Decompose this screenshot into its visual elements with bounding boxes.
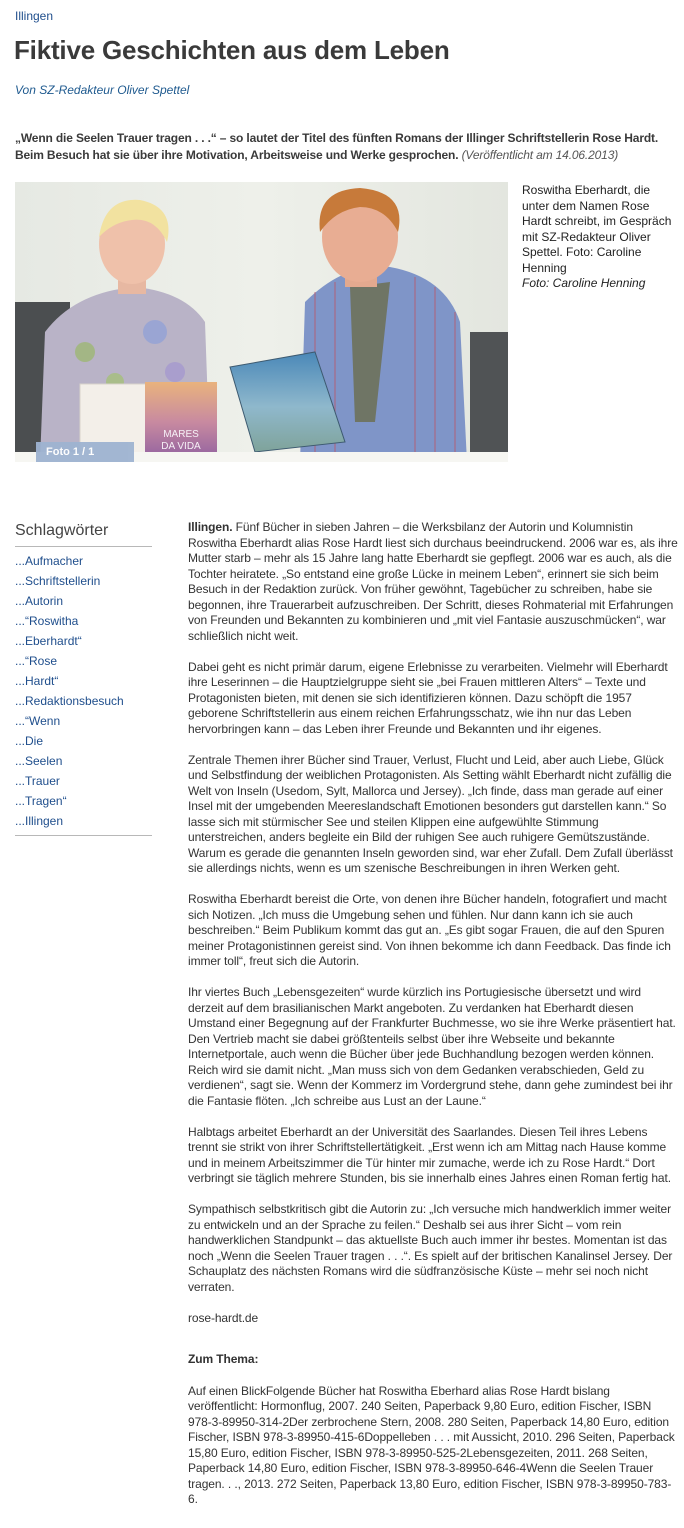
lead-text: „Wenn die Seelen Trauer tragen . . .“ – so lautet der Titel des fünften Romans der Illinger Schriftstellerin Rose Hardt. Beim Besuch hat sie über ihre Motivation, Arbeitsweise und Werke gesprochen.: [15, 131, 659, 162]
article-paragraph: Halbtags arbeitet Eberhardt an der Universität des Saarlandes. Diesen Teil ihres Lebens trennt sie strikt von ihrer Schriftstellertätigkeit. „Erst wenn ich am Mittag nach Hause komme und in meinem Arbeitszimmer die Tür hinter mir zumache, werde ich zu Rose Hardt.“ Dort verbringt sie täglich mehrere Stunden, bis sie innerhalb eines Jahres einen Roman fertig hat.: [188, 1124, 671, 1185]
tag-item: [15, 631, 152, 651]
svg-text:DA VIDA: DA VIDA: [161, 441, 201, 452]
photo-counter[interactable]: Foto 1 / 1: [36, 442, 134, 462]
dateline: Illingen.: [188, 520, 233, 534]
article-lead: [15, 130, 675, 164]
tags-list: [15, 547, 152, 836]
published-date: (Veröffentlicht am 14.06.2013): [461, 148, 619, 162]
tag-link[interactable]: ...“Wenn: [15, 714, 61, 728]
tag-item: [15, 771, 152, 791]
tag-link[interactable]: ...Trauer: [15, 774, 60, 788]
tag-item: [15, 651, 152, 671]
paragraph-text: Fünf Bücher in sieben Jahren – die Werksbilanz der Autorin und Kolumnistin Roswitha Eberhardt alias Rose Hardt liest sich durchaus beeindruckend. 2006 war es, als ihre Mutter starb – mehr als 15 Jahre lang hatte Eberhardt sie gepflegt. 2006 war es auch, als die Tochter heiratete. „So entstand eine große Lücke in meinem Leben“, erinnert sie sich beim Besuch in der Redaktion zurück. Von früher gewöhnt, Tagebücher zu schreiben, habe sie begonnen, ihre Trauerarbeit aufzuschreiben. Der Schritt, dieses Rohmaterial mit Erfahrungen von Freunden und Bekannten zu kombinieren und „mit viel Fantasie auszuschmücken“, war schließlich nicht weit.: [188, 520, 678, 643]
article-body: [188, 520, 678, 1523]
tag-link[interactable]: ...“Roswitha: [15, 614, 79, 628]
tag-link[interactable]: ...Autorin: [15, 594, 64, 608]
tag-item: [15, 711, 152, 731]
book-mares-title: MARES: [163, 429, 199, 440]
chair-right: [470, 332, 508, 462]
tag-link[interactable]: ...Redaktionsbesuch: [15, 694, 124, 708]
photo-image: [15, 182, 508, 462]
article-paragraph: [188, 520, 678, 644]
tag-link[interactable]: ...“Rose: [15, 654, 58, 668]
tag-link[interactable]: ...Hardt“: [15, 674, 59, 688]
tag-item: [15, 691, 152, 711]
article-photo[interactable]: [15, 182, 508, 462]
tag-item: [15, 591, 152, 611]
tag-item: [15, 611, 152, 631]
photo-caption: [522, 183, 672, 292]
article-headline: Fiktive Geschichten aus dem Leben: [14, 35, 450, 65]
tag-link[interactable]: ...Schriftstellerin: [15, 574, 101, 588]
tag-item: [15, 551, 152, 571]
article-paragraph: Ihr viertes Buch „Lebensgezeiten“ wurde kürzlich ins Portugiesische übersetzt und wird derzeit auf dem brasilianischen Markt angeboten. Zu verdanken hat Eberhardt diesen Umstand einer Begegnung auf der Frankfurter Buchmesse, wo sie ihre Werke präsentiert hat. Den Vertrieb macht sie dabei größtenteils selbst über ihre Webseite und bekannte Internetportale, auch wenn die Bücher über jede Buchhandlung bezogen werden können. Reich wird sie damit nicht. „Man muss sich von dem Gedanken verabschieden, Geld zu verdienen“, sagt sie. Wenn der Kommerz im Vordergrund stehe, dann gehe zumindest bei ihr die Fantasie flöten. „Ich schreibe aus Lust an der Laune.“: [188, 985, 676, 1108]
tag-item: [15, 811, 152, 831]
author-byline: Von SZ-Redakteur Oliver Spettel: [15, 83, 190, 97]
tag-link[interactable]: ...Tragen“: [15, 794, 67, 808]
region-link[interactable]: Illingen: [15, 9, 54, 23]
tag-link[interactable]: ...Seelen: [15, 754, 63, 768]
tag-item: [15, 671, 152, 691]
tag-link[interactable]: ...Illingen: [15, 814, 64, 828]
photo-credit: Foto: Caroline Henning: [522, 276, 646, 290]
tag-item: [15, 751, 152, 771]
article-paragraph: Sympathisch selbstkritisch gibt die Autorin zu: „Ich versuche mich handwerklich immer weiter zu entwickeln und an der Sprache zu feilen.“ Deshalb sei aus ihrer Sicht – vom rein handwerklichen Standpunkt – das aktuellste Buch auch immer ihr bestes. Momentan ist das noch „Wenn die Seelen Trauer tragen . . .“. Es spielt auf der britischen Kanalinsel Jersey. Der Schauplatz des nächsten Romans wird die südfranzösische Küste – mehr sei noch nicht verraten.: [188, 1202, 673, 1294]
tags-sidebar: [15, 520, 152, 836]
tag-item: [15, 731, 152, 751]
tags-heading: Schlagwörter: [15, 520, 152, 547]
caption-text: Roswitha Eberhardt, die unter dem Namen Rose Hardt schreibt, im Gespräch mit SZ-Redakteur Oliver Spettel. Foto: Caroline Henning: [522, 183, 672, 275]
region-breadcrumb: [15, 8, 53, 24]
tag-item: [15, 791, 152, 811]
tag-link[interactable]: ...Die: [15, 734, 44, 748]
article-paragraph: Dabei geht es nicht primär darum, eigene Erlebnisse zu verarbeiten. Vielmehr will Eberhardt ihre Leserinnen – die Hauptzielgruppe sieht sie „bei Frauen mittleren Alters“ – Texte und Protagonisten bieten, mit denen sie sich identifizieren können. Dazu schöpft die 1957 geborene Schriftstellerin aus einem reichen Erfahrungsschatz, wie ihn nur das Leben hervorbringen kann – das Leben ihrer Freunde und Bekannten und ihr eigenes.: [188, 659, 668, 736]
topic-text: Auf einen BlickFolgende Bücher hat Roswitha Eberhard alias Rose Hardt bislang veröffentlicht: Hormonflug, 2007. 240 Seiten, Paperback 9,80 Euro, edition Fischer, ISBN 978-3-89950-314-2Der zerbrochene Stern, 2008. 280 Seiten, Paperback 14,80 Euro, edition Fischer, ISBN 978-3-89950-415-6Doppelleben . . . mit Aussicht, 2010. 296 Seiten, Paperback 15,80 Euro, edition Fischer, ISBN 978-3-89950-525-2Lebensgezeiten, 2011. 268 Seiten, Paperback 14,80 Euro, edition Fischer, ISBN 978-3-89950-646-4Wenn die Seelen Trauer tragen. . ., 2013. 272 Seiten, Paperback 13,80 Euro, edition Fischer, ISBN 978-3-89950-783-6.: [188, 1383, 675, 1506]
tag-link[interactable]: ...Aufmacher: [15, 554, 84, 568]
article-paragraph: Roswitha Eberhardt bereist die Orte, von denen ihre Bücher handeln, fotografiert und macht sich Notizen. „Ich muss die Umgebung sehen und fühlen. Nur dann kann ich sie auch beschreiben.“ Beim Publikum kommt das gut an. „Es gibt sogar Frauen, die auf den Spuren meiner Protagonistinnen gereist sind. Von ihnen bekomme ich dann Feedback. Das finde ich immer toll“, freut sich die Autorin.: [188, 892, 671, 968]
tag-item: [15, 571, 152, 591]
author-website: rose-hardt.de: [188, 1310, 259, 1325]
tag-link[interactable]: ...Eberhardt“: [15, 634, 82, 648]
topic-heading: Zum Thema:: [188, 1352, 259, 1366]
article-paragraph: Zentrale Themen ihrer Bücher sind Trauer, Verlust, Flucht und Leid, aber auch Liebe, Glück und Selbstfindung der weiblichen Protagonisten. Als Setting wählt Eberhardt nicht zufällig die Welt von Inseln (Usedom, Sylt, Mallorca und Jersey). „Ich finde, dass man gerade auf einer Insel mit der umgebenden Meereslandschaft Emotionen besonders gut darstellen kann.“ So lasse sich mit stürmischer See und steilen Klippen eine aufgewühlte Stimmung unterstreichen, anders begleite ein Bild der ruhigen See auch ruhigere Gemütszustände. Warum es gerade die genannten Inseln geworden sind, war eher Zufall. Dem Zufall überlässt sie allerdings nichts, wenn es um szenische Beschreibungen in ihren Werken geht.: [188, 752, 673, 875]
